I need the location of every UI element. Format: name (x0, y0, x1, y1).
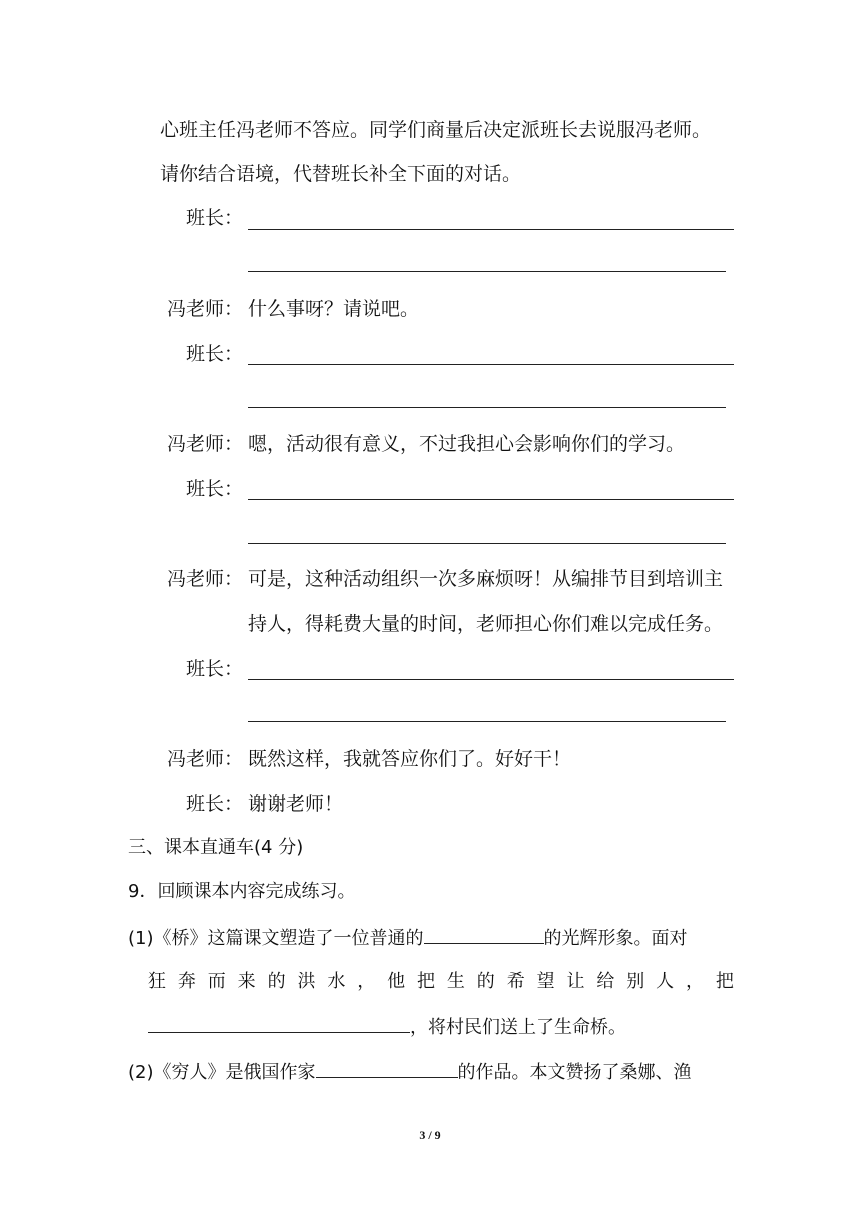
answer-line[interactable] (248, 679, 734, 680)
justified-char: 的 (476, 971, 495, 992)
teacher-label: 冯老师： (167, 568, 244, 590)
justified-char: 让 (566, 971, 585, 992)
justified-char: 他 (387, 971, 406, 992)
monitor-label: 班长： (186, 478, 244, 500)
justified-char: 希 (506, 971, 525, 992)
question-9: 9．回顾课本内容完成练习。 (128, 881, 356, 902)
justified-char: 把 (715, 971, 734, 992)
justified-char: 来 (237, 971, 256, 992)
teacher-speech: 既然这样，我就答应你们了。好好干！ (248, 748, 572, 770)
answer-line[interactable] (248, 229, 734, 230)
justified-char: 给 (596, 971, 615, 992)
justified-char: 把 (417, 971, 436, 992)
fill-blank[interactable] (316, 1059, 458, 1078)
teacher-speech: 可是，这种活动组织一次多麻烦呀！从编排节目到培训主 (248, 568, 724, 590)
justified-char: 奔 (177, 971, 196, 992)
fill-blank[interactable] (148, 1014, 410, 1033)
paragraph-1-line-2 (148, 969, 734, 995)
paragraph-1-suffix: 的光辉形象。面对 (543, 928, 688, 949)
paragraph-2-prefix: (2)《穷人》是俄国作家 (128, 1062, 316, 1083)
justified-char: 水 (327, 971, 346, 992)
monitor-label: 班长： (186, 793, 244, 815)
justified-char: 洪 (297, 971, 316, 992)
monitor-label: 班长： (186, 343, 244, 365)
paragraph-2-suffix: 的作品。本文赞扬了桑娜、渔 (457, 1062, 692, 1083)
justified-char: ， (686, 971, 705, 992)
answer-line[interactable] (248, 543, 726, 544)
answer-line[interactable] (248, 364, 734, 365)
justified-char: ， (357, 971, 376, 992)
section-heading: 三、课本直通车(4 分) (128, 837, 304, 858)
fill-blank[interactable] (424, 925, 544, 944)
justified-char: 狂 (148, 971, 166, 992)
answer-line[interactable] (248, 499, 734, 500)
teacher-speech: 什么事呀？请说吧。 (248, 298, 420, 320)
answer-line[interactable] (248, 407, 726, 408)
justified-char: 而 (207, 971, 226, 992)
justified-char: 人 (656, 971, 675, 992)
justified-char: 别 (626, 971, 645, 992)
monitor-label: 班长： (186, 207, 244, 229)
teacher-label: 冯老师： (167, 748, 244, 770)
paragraph-1-line-3 (148, 1014, 626, 1041)
teacher-speech: 嗯，活动很有意义，不过我担心会影响你们的学习。 (248, 433, 686, 455)
paragraph-1-line-1 (128, 925, 688, 952)
justified-char: 的 (267, 971, 286, 992)
paragraph-2-line-1 (128, 1059, 692, 1086)
page-number: 3 / 9 (419, 1128, 441, 1142)
intro-line-2: 请你结合语境，代替班长补全下面的对话。 (160, 163, 522, 185)
teacher-label: 冯老师： (167, 298, 244, 320)
monitor-label: 班长： (186, 658, 244, 680)
teacher-label: 冯老师： (167, 433, 244, 455)
answer-line[interactable] (248, 271, 726, 272)
answer-line[interactable] (248, 721, 726, 722)
monitor-speech: 谢谢老师！ (248, 793, 344, 815)
teacher-speech-cont: 持人，得耗费大量的时间，老师担心你们难以完成任务。 (248, 613, 724, 635)
paragraph-1-line-3-suffix: ，将村民们送上了生命桥。 (410, 1017, 626, 1038)
justified-char: 望 (536, 971, 555, 992)
intro-line-1: 心班主任冯老师不答应。同学们商量后决定派班长去说服冯老师。 (160, 119, 712, 141)
justified-char: 生 (446, 971, 465, 992)
paragraph-1-prefix: (1)《桥》这篇课文塑造了一位普通的 (128, 928, 424, 949)
